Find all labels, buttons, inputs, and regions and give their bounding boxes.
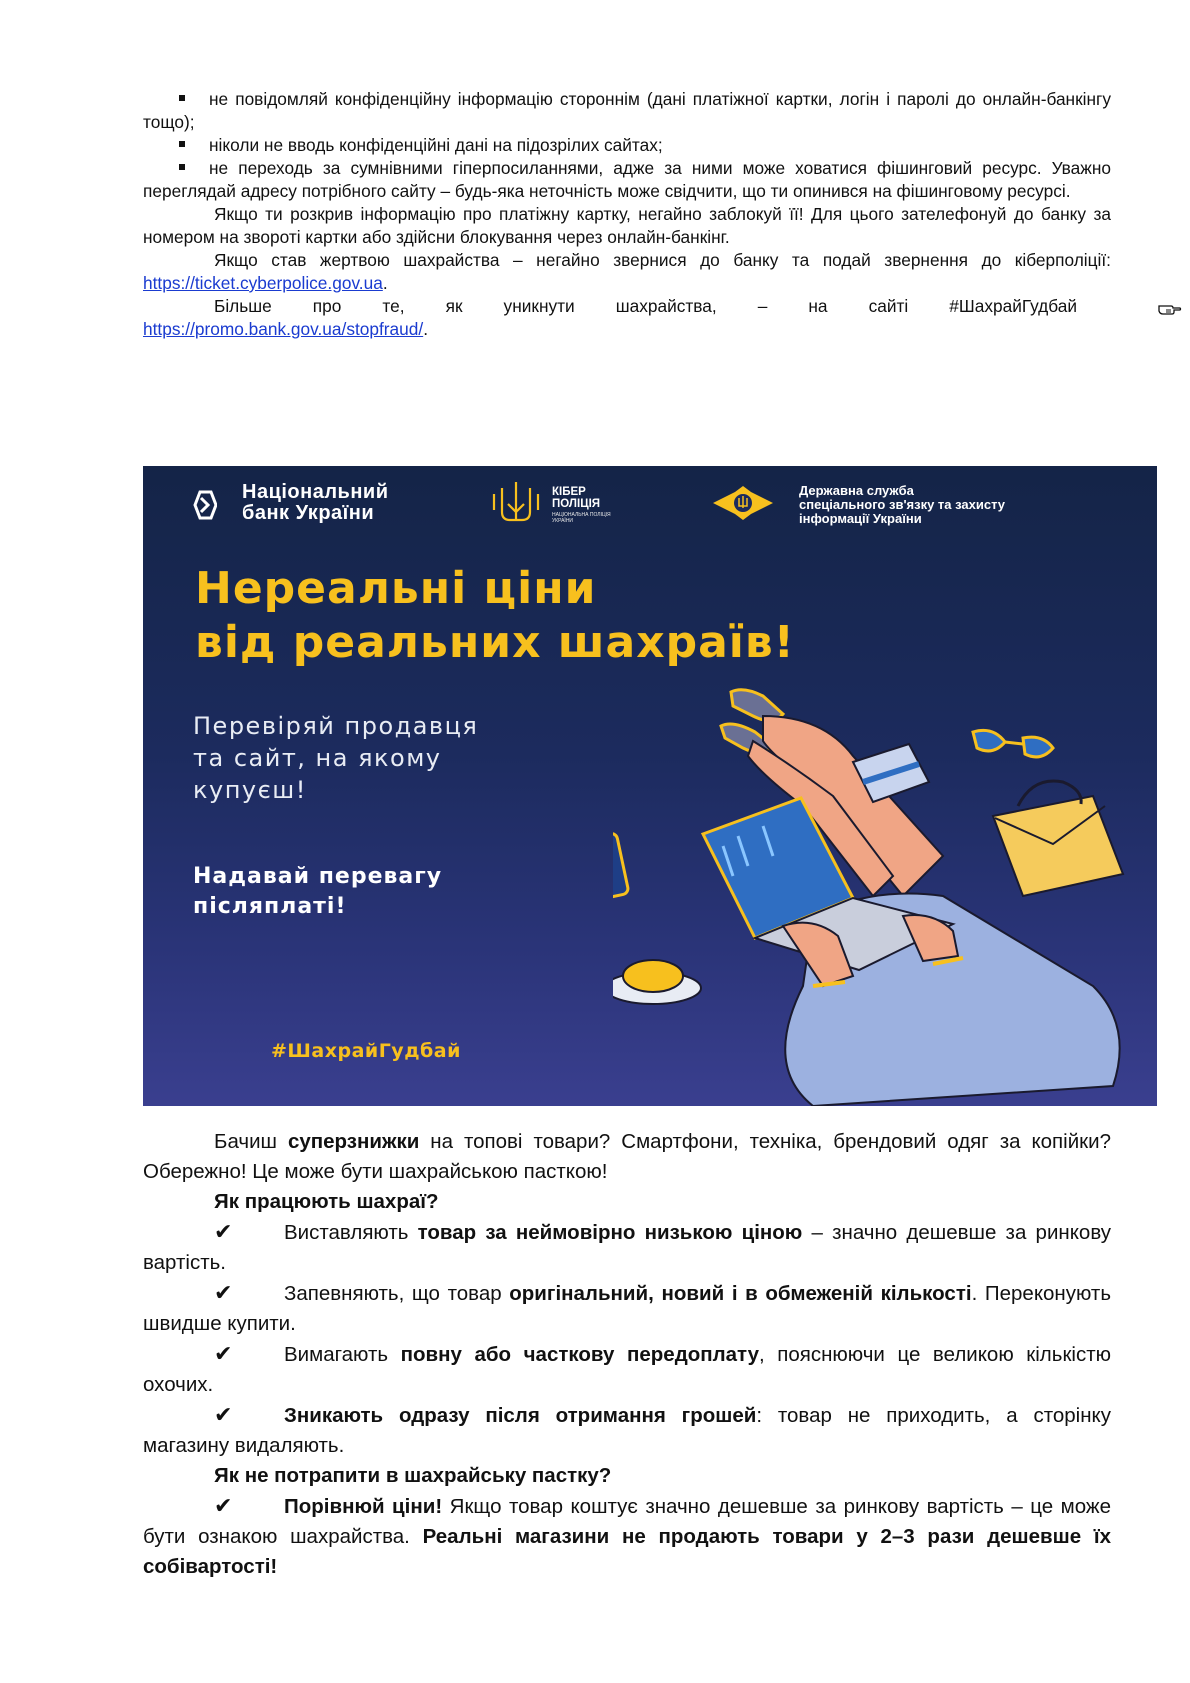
kiber-line: КІБЕР — [552, 486, 586, 498]
shopping-illustration — [613, 686, 1157, 1106]
text: – значно дешевше за ринкову вартість. — [143, 1221, 1112, 1274]
promo-banner — [143, 466, 1157, 1106]
list-item — [143, 134, 1111, 157]
text: на топові товари? Смартфони, техніка, брендовий одяг за копійки? Обережно! Це може бути шахрайською пасткою! — [143, 1130, 1111, 1183]
promo-link[interactable]: https://promo.bank.gov.ua/stopfraud/ — [143, 319, 424, 339]
section-heading-how-to-avoid: Як не потрапити в шахрайську пастку? — [214, 1464, 612, 1487]
banner-headline — [195, 562, 795, 670]
section-heading-how-fraudsters-work: Як працюють шахраї? — [214, 1190, 439, 1213]
check-item — [143, 1278, 1111, 1339]
checkmark-icon: ✔ — [214, 1219, 233, 1244]
cyberpolice-subtitle: НАЦІОНАЛЬНА ПОЛІЦІЯ УКРАЇНИ — [552, 512, 611, 524]
cyberpolice-trident-icon — [490, 480, 542, 526]
text: Вимагають — [284, 1343, 401, 1366]
text: Виставляють — [284, 1221, 418, 1244]
text-bold: Реальні магазини не продають товари у 2–3 рази дешевше їх собівартості! — [143, 1525, 1112, 1578]
banner-subtitle-check — [193, 710, 613, 806]
bullet-square-icon — [179, 164, 185, 170]
period: . — [382, 273, 388, 293]
nbu-logo-text — [242, 482, 389, 524]
text: Запевняють, що товар — [284, 1282, 510, 1305]
paragraph-text: Більше про те, як уникнути шахрайства, – на сайті #ШахрайГудбай — [214, 296, 1077, 316]
list-item — [143, 157, 1111, 203]
check-item — [143, 1400, 1111, 1461]
check-item — [143, 1491, 1111, 1582]
text-bold: повну або часткову передоплату — [400, 1343, 759, 1366]
list-item — [143, 88, 1111, 134]
text-bold: Зникають одразу після отримання грошей — [284, 1404, 757, 1427]
check-item — [143, 1339, 1111, 1400]
bullet-text: не повідомляй конфіденційну інформацію стороннім (дані платіжної картки, логін і паролі до онлайн-банкінгу тощо); — [143, 89, 1111, 132]
text: Бачиш — [214, 1130, 288, 1153]
nbu-line: банк України — [242, 502, 375, 524]
paragraph-block-card: Якщо ти розкрив інформацію про платіжну картку, негайно заблокуй її! Для цього зателефонуй до банку за номером на звороті картки або здійсни блокування через онлайн-банкінг. — [143, 204, 1111, 247]
bottom-text-block — [143, 1127, 1111, 1582]
ssz-line: інформації України — [799, 511, 922, 526]
subtitle-line: Надавай перевагу — [193, 864, 443, 889]
promo-link-line — [143, 318, 1111, 341]
text: : товар не приходить, а сторінку магазину видаляють. — [143, 1404, 1111, 1457]
bullet-text: ніколи не вводь конфіденційні дані на підозрілих сайтах; — [209, 135, 663, 155]
subtitle-line: післяплаті! — [193, 894, 347, 919]
top-text-block — [143, 88, 1111, 341]
bullet-square-icon — [179, 141, 185, 147]
paragraph-text: Якщо став жертвою шахрайства – негайно звернися до банку та подай звернення до кіберполіції: — [214, 250, 1111, 270]
intro-paragraph — [143, 1127, 1111, 1187]
handbag-icon — [993, 781, 1123, 896]
phone-icon — [613, 833, 629, 902]
headline-line: Нереальні ціни — [195, 563, 597, 614]
bullet-text: не переходь за сумнівними гіперпосиланнями, адже за ними може ховатися фішинговий ресурс. Уважно переглядай адресу потрібного сайту – будь-яка неточність може свідчити, що ти опинився на фішинговому ресурсі. — [143, 158, 1111, 201]
ssz-line: Державна служба — [799, 483, 914, 498]
bullet-square-icon — [179, 95, 185, 101]
subtitle-line: та сайт, на якому — [193, 744, 442, 772]
check-item — [143, 1217, 1111, 1278]
period: . — [423, 319, 428, 339]
banner-hashtag: #ШахрайГудбай — [271, 1040, 461, 1062]
text-bold: оригінальний, новий і в обмеженій кількості — [509, 1282, 972, 1305]
ssz-line: спеціального зв'язку та захисту — [799, 497, 1006, 512]
ssscip-logo-text — [799, 484, 1119, 526]
text: Якщо товар коштує значно дешевше за ринкову вартість – це може бути ознакою шахрайства. — [143, 1495, 1111, 1548]
text-bold: Порівнюй ціни! — [284, 1495, 443, 1518]
text-bold: товар за неймовірно низькою ціною — [417, 1221, 803, 1244]
cyberpolice-logo-text — [552, 486, 600, 510]
paragraph-more-info — [143, 295, 1111, 318]
nbu-logo-icon — [191, 490, 217, 520]
nbu-line: Національний — [242, 481, 389, 503]
kiber-line: ПОЛІЦІЯ — [552, 498, 601, 510]
text: , пояснюючи це великою кількістю охочих. — [143, 1343, 1111, 1396]
headline-line: від реальних шахраїв! — [195, 617, 795, 668]
text: . Переконують швидше купити. — [143, 1282, 1111, 1335]
checkmark-icon: ✔ — [214, 1280, 233, 1305]
pointing-hand-icon — [1087, 299, 1111, 315]
ssscip-emblem-icon — [711, 484, 775, 522]
checkmark-icon: ✔ — [214, 1493, 233, 1518]
cyberpolice-link[interactable]: https://ticket.cyberpolice.gov.ua — [143, 273, 383, 293]
subtitle-line: Перевіряй продавця — [193, 712, 479, 740]
sunglasses-icon — [973, 730, 1053, 757]
coffee-cup-icon — [613, 960, 701, 1004]
text-bold: суперзнижки — [287, 1130, 420, 1153]
banner-subtitle-cod — [193, 862, 613, 922]
paragraph-report-fraud — [143, 249, 1111, 295]
checkmark-icon: ✔ — [214, 1341, 233, 1366]
subtitle-line: купуєш! — [193, 776, 307, 804]
checkmark-icon: ✔ — [214, 1402, 233, 1427]
